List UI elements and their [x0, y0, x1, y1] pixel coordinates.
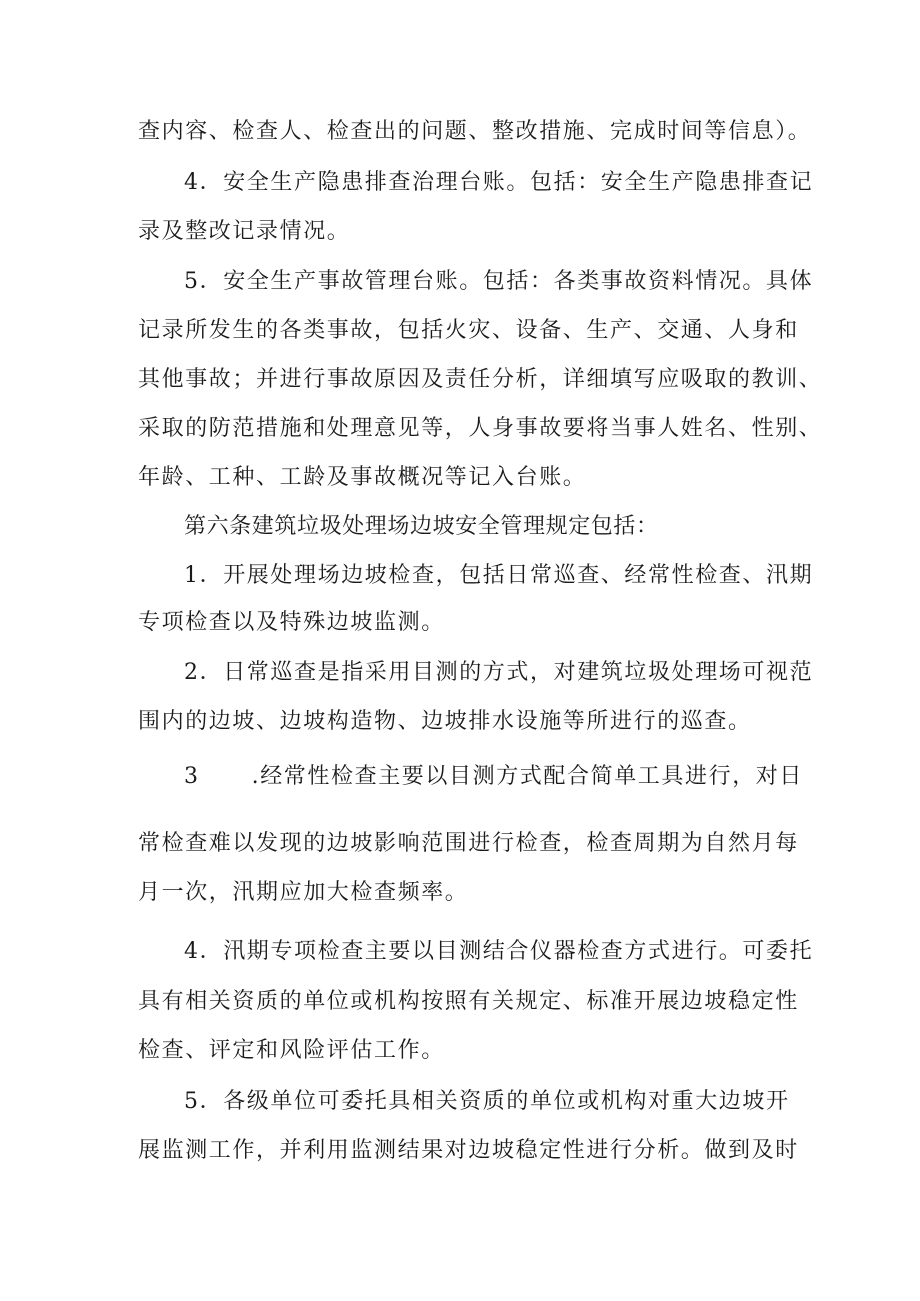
- text-line: 具有相关资质的单位或机构按照有关规定、标准开展边坡稳定性: [138, 989, 799, 1014]
- list-number: 3: [184, 764, 200, 789]
- text-line: 检查、评定和风险评估工作。: [138, 1038, 445, 1063]
- text-line: 查内容、检查人、检查出的问题、整改措施、完成时间等信息）。: [138, 119, 812, 144]
- text-line: 专项检查以及特殊边坡监测。: [138, 610, 445, 635]
- text-line: 常检查难以发现的边坡影响范围进行检查，检查周期为自然月每: [138, 831, 799, 856]
- text-line: 4．汛期专项检查主要以目测结合仪器检查方式进行。可委托: [184, 939, 814, 964]
- text-line: 1．开展处理场边坡检查，包括日常巡查、经常性检查、汛期: [184, 563, 814, 588]
- text-line: 年龄、工种、工龄及事故概况等记入台账。: [138, 465, 587, 490]
- text-line: [184, 764, 864, 790]
- text-line: 展监测工作，并利用监测结果对边坡稳定性进行分析。做到及时: [138, 1138, 799, 1163]
- text-line: 记录所发生的各类事故，包括火灾、设备、生产、交通、人身和: [138, 318, 799, 343]
- text-line: 5．各级单位可委托具相关资质的单位或机构对重大边坡开: [184, 1089, 790, 1114]
- text-line: 2．日常巡查是指采用目测的方式，对建筑垃圾处理场可视范: [184, 660, 814, 685]
- text-line: 5．安全生产事故管理台账。包括：各类事故资料情况。具体: [184, 269, 814, 294]
- text-line: 其他事故；并进行事故原因及责任分析，详细填写应吸取的教训、: [138, 367, 823, 392]
- text-line: 月一次，汛期应加大检查频率。: [138, 880, 469, 905]
- text-line: 采取的防范措施和处理意见等，人身事故要将当事人姓名、性别、: [138, 416, 823, 441]
- text-line: 录及整改记录情况。: [138, 219, 351, 244]
- text-fragment: .经常性检查主要以目测方式配合简单工具进行，对日: [251, 764, 804, 789]
- text-line: 围内的边坡、边坡构造物、边坡排水设施等所进行的巡查。: [138, 709, 752, 734]
- section-heading: 第六条建筑垃圾处理场边坡安全管理规定包括：: [184, 514, 659, 539]
- text-line: 4．安全生产隐患排查治理台账。包括：安全生产隐患排查记: [184, 170, 814, 195]
